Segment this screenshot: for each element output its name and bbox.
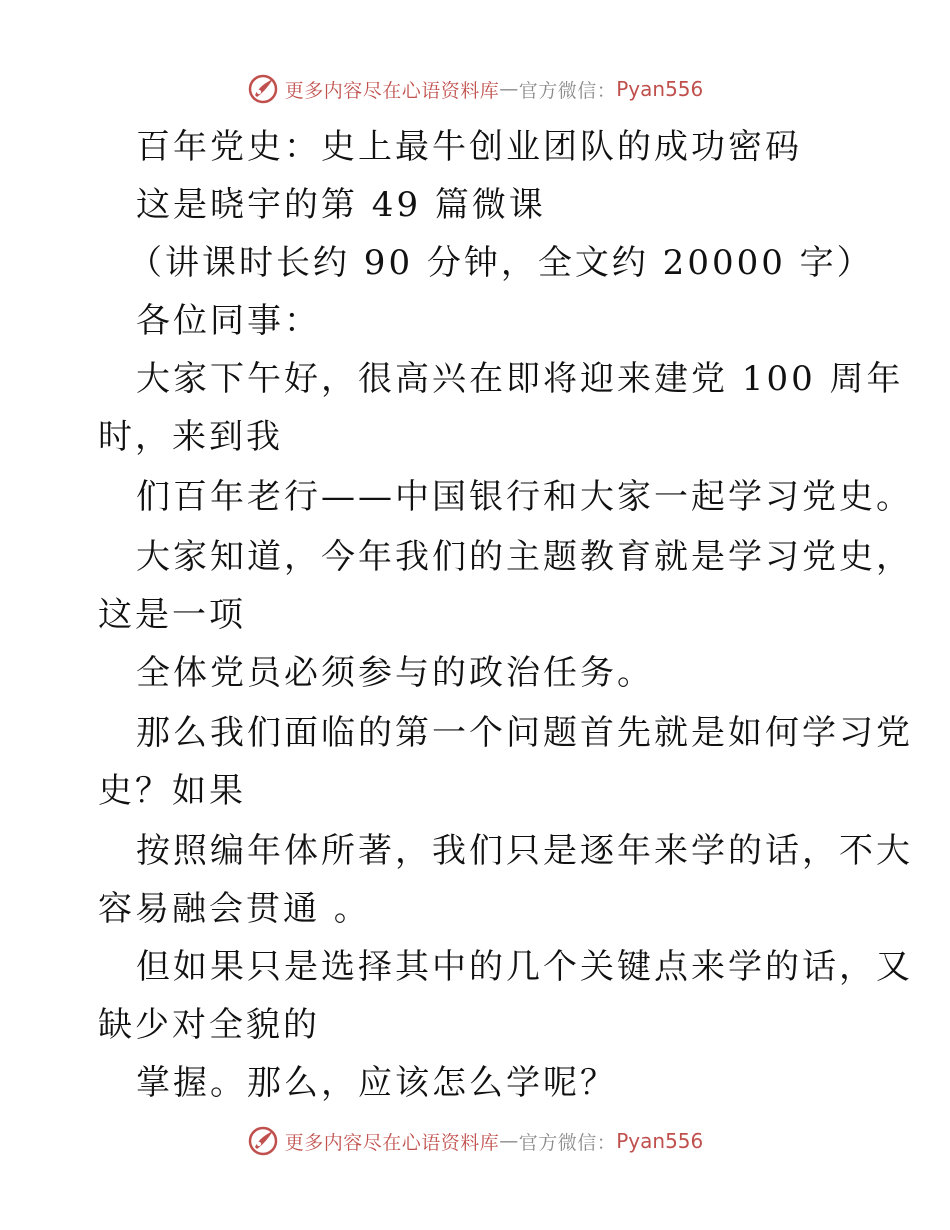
- paragraph-line: 全体党员必须参与的政治任务。: [136, 653, 654, 693]
- paragraph-line: 大家知道，今年我们的主题教育就是学习党史，: [136, 537, 913, 577]
- banner-wechat-label: 官方微信：: [518, 1131, 617, 1154]
- banner-wechat-id: Pyan556: [616, 1129, 704, 1153]
- banner-dash: —: [499, 78, 519, 100]
- paragraph-line: 们百年老行——中国银行和大家一起学习党史。: [136, 477, 913, 517]
- subtitle-line: 这是晓宇的第 49 篇微课: [136, 185, 546, 225]
- paragraph-line: 按照编年体所著，我们只是逐年来学的话，不大: [136, 831, 913, 871]
- paragraph-line: 时，来到我: [98, 417, 283, 457]
- paragraph-line: 那么我们面临的第一个问题首先就是如何学习党: [136, 713, 913, 753]
- header-watermark-banner: [0, 69, 950, 109]
- footer-watermark-banner: [0, 1121, 950, 1161]
- banner-main-text: 更多内容尽在心语资料库: [284, 1131, 500, 1154]
- banner-wechat-id: Pyan556: [616, 77, 704, 101]
- duration-note: （讲课时长约 90 分钟，全文约 20000 字）: [128, 243, 874, 283]
- paragraph-line: 容易融会贯通 。: [98, 889, 371, 929]
- banner-wechat-label: 官方微信：: [518, 79, 617, 102]
- banner-dash: —: [499, 1130, 519, 1152]
- salutation: 各位同事：: [136, 301, 321, 341]
- paragraph-line: 史？如果: [98, 771, 246, 811]
- paragraph-line: 缺少对全貌的: [98, 1005, 320, 1045]
- document-title: 百年党史：史上最牛创业团队的成功密码: [136, 127, 802, 167]
- paragraph-line: 但如果只是选择其中的几个关键点来学的话，又: [136, 947, 913, 987]
- banner-main-text: 更多内容尽在心语资料库: [284, 79, 500, 102]
- paragraph-line: 大家下午好，很高兴在即将迎来建党 100 周年: [136, 359, 904, 399]
- paragraph-line: 掌握。那么，应该怎么学呢？: [136, 1063, 617, 1103]
- quill-swirl-icon: [247, 1125, 279, 1157]
- quill-swirl-icon: [247, 73, 279, 105]
- paragraph-line: 这是一项: [98, 595, 246, 635]
